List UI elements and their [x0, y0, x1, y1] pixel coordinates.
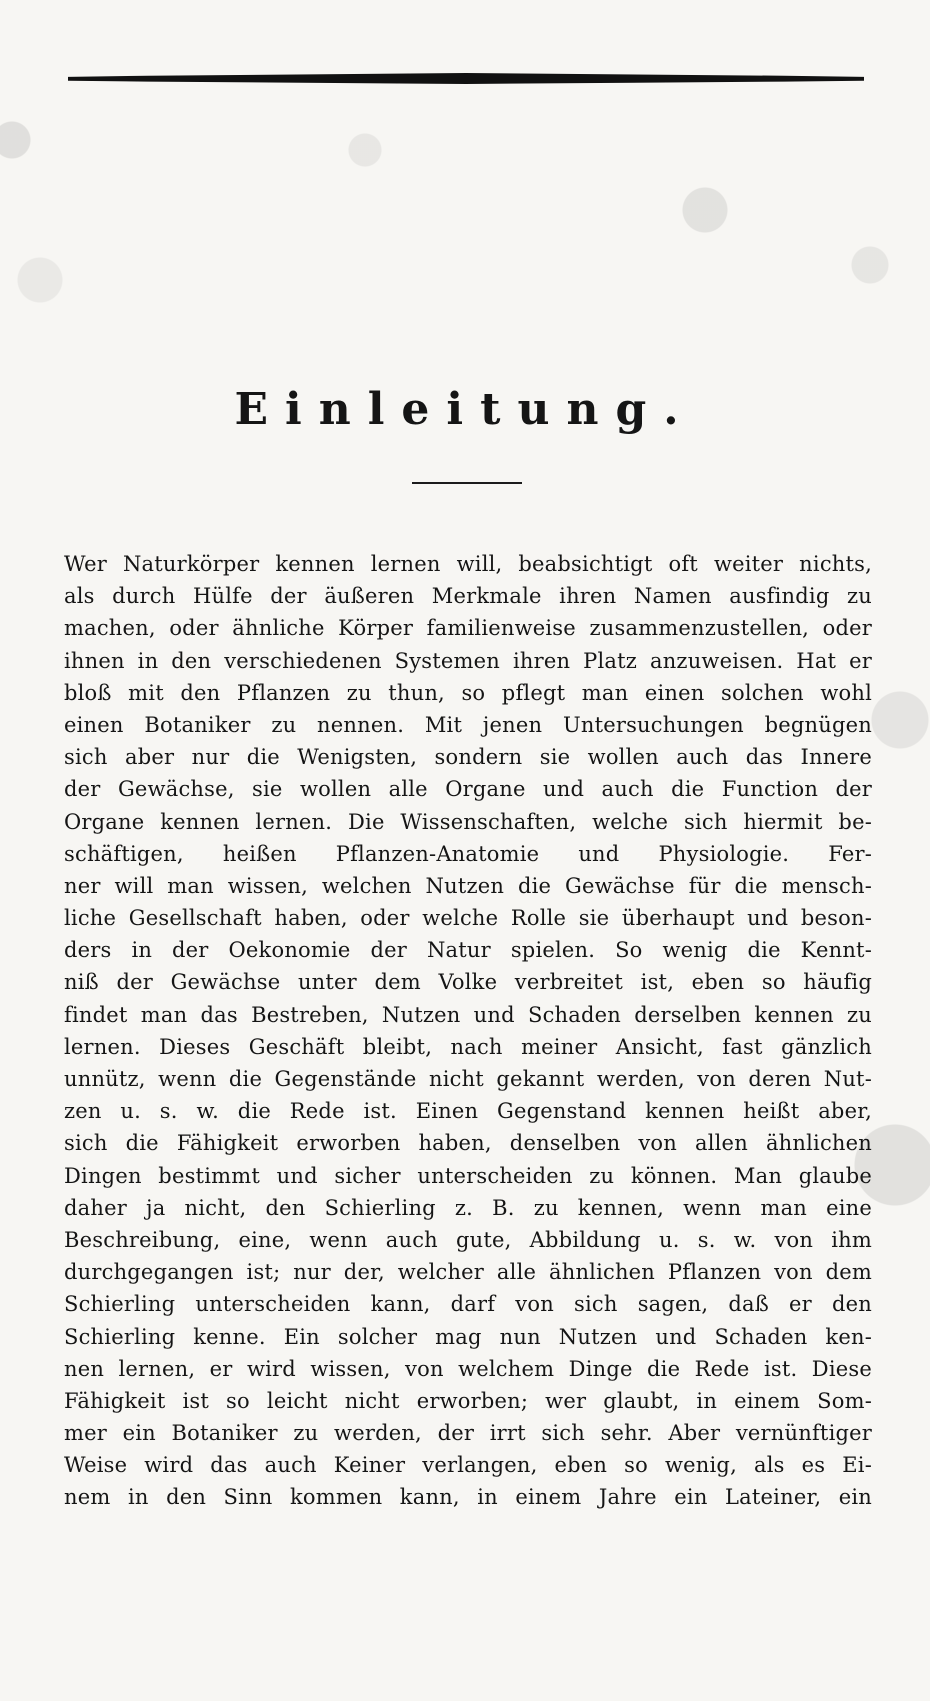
text-line: ders in der Oekonomie der Natur spielen. So wenig die Kennt-	[64, 938, 872, 963]
text-line: nen lernen, er wird wissen, von welchem Dinge die Rede ist. Diese	[64, 1356, 872, 1381]
text-line: findet man das Bestreben, Nutzen und Schaden derselben kennen zu	[64, 1002, 872, 1027]
text-line: der Gewächse, sie wollen alle Organe und auch die Function der	[64, 777, 872, 802]
text-line: schäftigen, heißen Pflanzen-Anatomie und Physiologie. Fer-	[64, 841, 872, 866]
text-line: bloß mit den Pflanzen zu thun, so pflegt man einen solchen wohl	[64, 680, 872, 705]
text-line: mer ein Botaniker zu werden, der irrt sich sehr. Aber vernünftiger	[64, 1421, 872, 1446]
text-line: machen, oder ähnliche Körper familienweise zusammenzustellen, oder	[64, 616, 872, 641]
text-line: liche Gesellschaft haben, oder welche Rolle sie überhaupt und beson-	[64, 906, 872, 931]
text-line: Organe kennen lernen. Die Wissenschaften, welche sich hiermit be-	[64, 809, 872, 834]
text-line: ihnen in den verschiedenen Systemen ihren Platz anzuweisen. Hat er	[64, 648, 872, 673]
text-line: nem in den Sinn kommen kann, in einem Jahre ein Lateiner, ein	[64, 1485, 872, 1510]
text-line: als durch Hülfe der äußeren Merkmale ihren Namen ausfindig zu	[64, 584, 872, 609]
text-line: daher ja nicht, den Schierling z. B. zu kennen, wenn man eine	[64, 1195, 872, 1220]
top-ornamental-rule	[68, 73, 864, 84]
text-line: einen Botaniker zu nennen. Mit jenen Untersuchungen begnügen	[64, 712, 872, 737]
text-line: sich die Fähigkeit erworben haben, denselben von allen ähnlichen	[64, 1131, 872, 1156]
body-text	[64, 548, 872, 1514]
text-line: ner will man wissen, welchen Nutzen die Gewächse für die mensch-	[64, 873, 872, 898]
text-line: Schierling unterscheiden kann, darf von sich sagen, daß er den	[64, 1292, 872, 1317]
text-line: Dingen bestimmt und sicher unterscheiden zu können. Man glaube	[64, 1163, 872, 1188]
text-line: Wer Naturkörper kennen lernen will, beabsichtigt oft weiter nichts,	[64, 552, 872, 576]
text-line: durchgegangen ist; nur der, welcher alle ähnlichen Pflanzen von dem	[64, 1260, 872, 1285]
text-line: lernen. Dieses Geschäft bleibt, nach meiner Ansicht, fast gänzlich	[64, 1034, 872, 1059]
text-line: zen u. s. w. die Rede ist. Einen Gegenstand kennen heißt aber,	[64, 1099, 872, 1124]
text-line: niß der Gewächse unter dem Volke verbreitet ist, eben so häufig	[64, 970, 872, 995]
heading-underline	[412, 482, 522, 484]
text-line: Schierling kenne. Ein solcher mag nun Nutzen und Schaden ken-	[64, 1324, 872, 1349]
text-line: sich aber nur die Wenigsten, sondern sie wollen auch das Innere	[64, 745, 872, 770]
text-line: Weise wird das auch Keiner verlangen, eben so wenig, als es Ei-	[64, 1453, 872, 1478]
text-line: Beschreibung, eine, wenn auch gute, Abbildung u. s. w. von ihm	[64, 1227, 872, 1252]
text-line: Fähigkeit ist so leicht nicht erworben; wer glaubt, in einem Som-	[64, 1388, 872, 1413]
text-line: unnütz, wenn die Gegenstände nicht gekannt werden, von deren Nut-	[64, 1067, 872, 1091]
chapter-heading: Einleitung.	[234, 384, 696, 435]
